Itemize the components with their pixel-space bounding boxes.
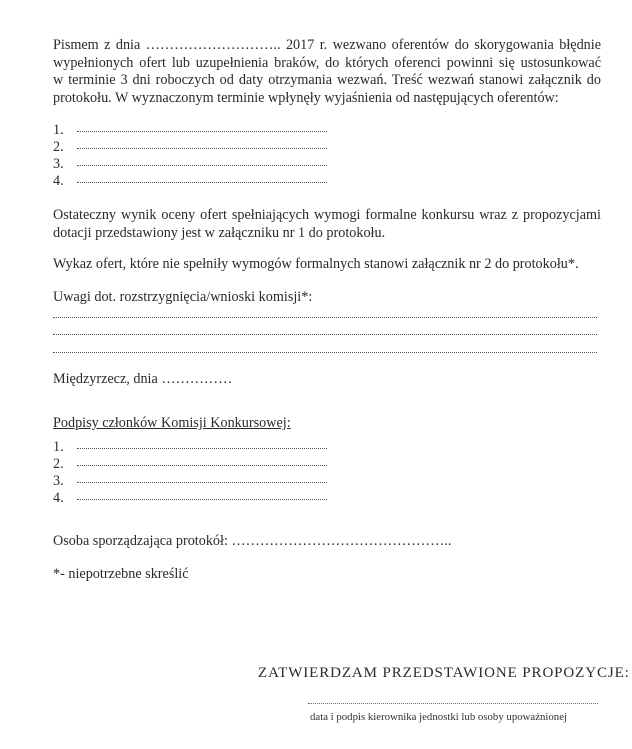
entry-field[interactable] [77, 165, 327, 166]
signature-entry[interactable] [53, 473, 327, 490]
remarks-line[interactable] [53, 334, 597, 335]
signature-entry[interactable] [53, 439, 327, 456]
entry-number: 2. [53, 139, 64, 155]
protocol-author-label: Osoba sporządzająca protokół: [53, 533, 228, 549]
bidder-entry[interactable] [53, 173, 327, 190]
protocol-author-field[interactable]: ……………………………………….. [231, 533, 452, 549]
approval-signature-line[interactable] [308, 703, 598, 704]
entry-number: 3. [53, 473, 64, 489]
signature-field[interactable] [77, 465, 327, 466]
place-date-field[interactable]: …………… [161, 371, 233, 387]
bidder-entry[interactable] [53, 139, 327, 156]
remarks-line[interactable] [53, 317, 597, 318]
signatures-heading: Podpisy członków Komisji Konkursowej: [53, 415, 291, 431]
final-result-line: Ostateczny wynik oceny ofert spełniających wymogi formalne konkursu wraz z propozycjami [53, 207, 601, 223]
entry-field[interactable] [77, 148, 327, 149]
entry-number: 2. [53, 456, 64, 472]
summons-line: Pismem z dnia ……………………….. 2017 r. wezwano oferentów do skorygowania błędnie [53, 37, 601, 53]
protocol-author [53, 533, 451, 550]
place-date [53, 371, 232, 388]
final-result-paragraph [53, 207, 601, 242]
signature-entry[interactable] [53, 456, 327, 473]
summons-paragraph [53, 37, 601, 107]
entry-number: 1. [53, 439, 64, 455]
signature-field[interactable] [77, 482, 327, 483]
summons-line: protokołu. W wyznaczonym terminie wpłynęły wyjaśnienia od następujących oferentów: [53, 89, 559, 106]
approval-heading: ZATWIERDZAM PRZEDSTAWIONE PROPOZYCJE: [258, 665, 630, 681]
signature-field[interactable] [77, 448, 327, 449]
bidder-entry[interactable] [53, 122, 327, 139]
signature-entry[interactable] [53, 490, 327, 507]
entry-field[interactable] [77, 131, 327, 132]
final-result-line: dotacji przedstawiony jest w załączniku nr 1 do protokołu. [53, 224, 386, 241]
entry-number: 4. [53, 173, 64, 189]
summons-line: w terminie 3 dni roboczych od daty otrzymania wezwań. Treść wezwań stanowi załącznik do [53, 72, 601, 88]
rejected-offers-text: Wykaz ofert, które nie spełniły wymogów formalnych stanowi załącznik nr 2 do protokołu*. [53, 256, 579, 272]
approval-caption: data i podpis kierownika jednostki lub osoby upoważnionej [310, 711, 567, 723]
place-date-label: Międzyrzecz, dnia [53, 371, 158, 387]
summons-line: wypełnionych ofert lub uzupełnienia braków, do których oferenci powinni się ustosunkować [53, 54, 601, 71]
bidder-entry[interactable] [53, 156, 327, 173]
remarks-label: Uwagi dot. rozstrzygnięcia/wnioski komisji*: [53, 289, 313, 305]
entry-number: 1. [53, 122, 64, 138]
remarks-line[interactable] [53, 352, 597, 353]
entry-field[interactable] [77, 182, 327, 183]
entry-number: 3. [53, 156, 64, 172]
footnote: *- niepotrzebne skreślić [53, 566, 189, 582]
signature-field[interactable] [77, 499, 327, 500]
entry-number: 4. [53, 490, 64, 506]
rejected-offers-paragraph [53, 256, 601, 274]
